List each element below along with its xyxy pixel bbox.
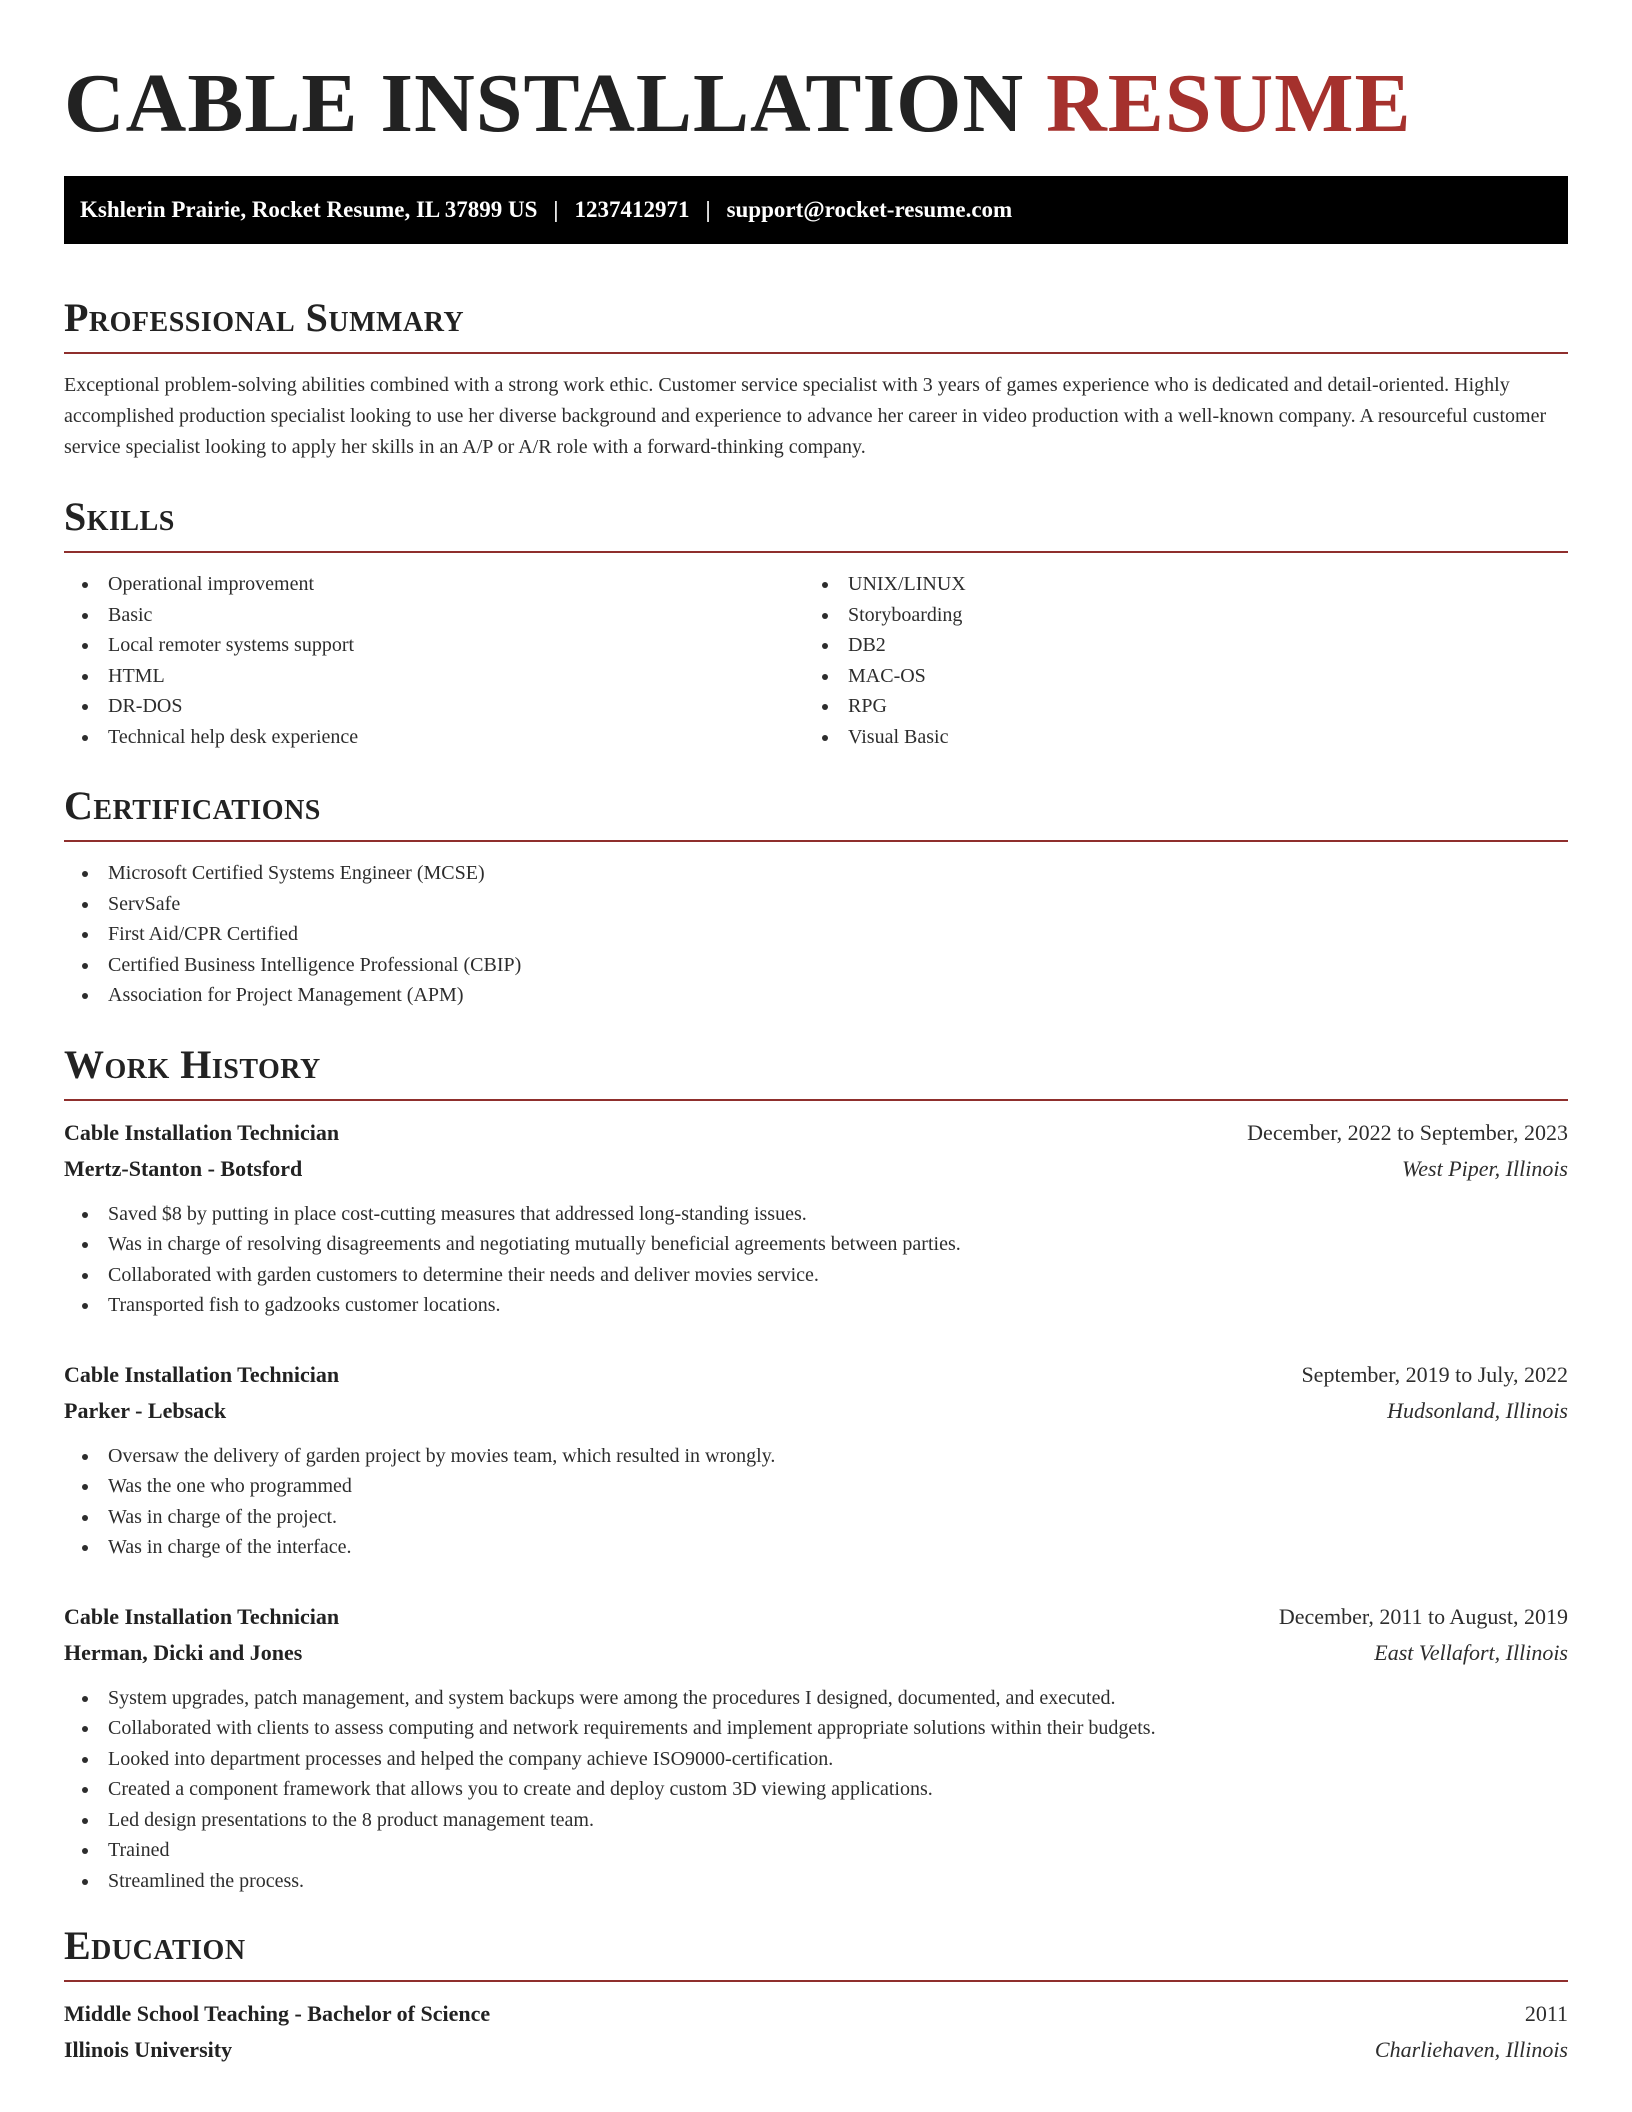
job-subheader	[64, 1393, 1568, 1429]
education-header	[64, 1996, 1568, 2032]
list-item: Was the one who programmed	[64, 1471, 1568, 1502]
contact-bar	[64, 176, 1568, 244]
job-entry	[64, 1599, 1568, 1897]
contact-separator: |	[553, 197, 559, 222]
job-entry	[64, 1357, 1568, 1563]
skills-grid	[64, 569, 1568, 752]
list-item: UNIX/LINUX	[804, 569, 1544, 600]
list-item: Trained	[64, 1835, 1568, 1866]
certifications-section	[64, 784, 1568, 1011]
list-item: Oversaw the delivery of garden project by movies team, which resulted in wrongly.	[64, 1441, 1568, 1472]
job-location: Hudsonland, Illinois	[1387, 1397, 1568, 1423]
list-item: First Aid/CPR Certified	[64, 919, 1568, 950]
work-history-section	[64, 1043, 1568, 1897]
list-item: Was in charge of the interface.	[64, 1532, 1568, 1563]
job-subheader	[64, 1151, 1568, 1187]
contact-email[interactable]: support@rocket-resume.com	[726, 197, 1013, 222]
list-item: Local remoter systems support	[64, 630, 804, 661]
skills-section	[64, 495, 1568, 752]
list-item: Basic	[64, 600, 804, 631]
education-section	[64, 1924, 1568, 2068]
education-school: Illinois University	[64, 2037, 233, 2062]
job-dates: December, 2011 to August, 2019	[1278, 1603, 1568, 1629]
education-subheader	[64, 2032, 1568, 2068]
list-item: DR-DOS	[64, 691, 804, 722]
list-item: Microsoft Certified Systems Engineer (MCSE)	[64, 858, 1568, 889]
list-item: Association for Project Management (APM)	[64, 980, 1568, 1011]
list-item: RPG	[804, 691, 1544, 722]
job-bullets	[64, 1199, 1568, 1321]
job-subheader	[64, 1635, 1568, 1671]
summary-section	[64, 296, 1568, 463]
job-company: Mertz-Stanton - Botsford	[64, 1155, 303, 1181]
list-item: Looked into department processes and helped the company achieve ISO9000-certification.	[64, 1744, 1568, 1775]
skills-heading: Skills	[64, 495, 1568, 553]
work-history-heading: Work History	[64, 1043, 1568, 1101]
list-item: Transported fish to gadzooks customer locations.	[64, 1290, 1568, 1321]
list-item: System upgrades, patch management, and system backups were among the procedures I designed, documented, and executed.	[64, 1683, 1568, 1714]
list-item: Was in charge of resolving disagreements and negotiating mutually beneficial agreements between parties.	[64, 1229, 1568, 1260]
summary-heading: Professional Summary	[64, 296, 1568, 354]
list-item: Operational improvement	[64, 569, 804, 600]
job-title: Cable Installation Technician	[64, 1119, 340, 1145]
contact-phone[interactable]: 1237412971	[574, 197, 690, 222]
education-year: 2011	[1524, 2001, 1568, 2026]
title-main: CABLE INSTALLATION	[64, 57, 1025, 150]
list-item: Collaborated with garden customers to determine their needs and deliver movies service.	[64, 1260, 1568, 1291]
list-item: ServSafe	[64, 889, 1568, 920]
list-item: DB2	[804, 630, 1544, 661]
job-header	[64, 1357, 1568, 1393]
education-degree: Middle School Teaching - Bachelor of Science	[64, 2001, 491, 2026]
list-item: Visual Basic	[804, 722, 1544, 753]
job-dates: December, 2022 to September, 2023	[1247, 1119, 1568, 1145]
certifications-heading: Certifications	[64, 784, 1568, 842]
job-location: East Vellafort, Illinois	[1374, 1639, 1568, 1665]
list-item: Certified Business Intelligence Professional (CBIP)	[64, 950, 1568, 981]
resume-page	[64, 0, 1568, 2068]
skills-list-right	[804, 569, 1544, 752]
title-accent: RESUME	[1046, 57, 1412, 150]
job-bullets	[64, 1441, 1568, 1563]
job-bullets	[64, 1683, 1568, 1897]
job-dates: September, 2019 to July, 2022	[1301, 1361, 1568, 1387]
summary-text: Exceptional problem-solving abilities combined with a strong work ethic. Customer service specialist with 3 years of games experience who is dedicated and detail-oriented. Highly accomplished production specialist looking to use her diverse background and experience to advance her career in video production with a well-known company. A resourceful customer service specialist looking to apply her skills in an A/P or A/R role with a forward-thinking company.	[64, 374, 1547, 458]
job-location: West Piper, Illinois	[1401, 1155, 1568, 1181]
job-title: Cable Installation Technician	[64, 1361, 340, 1387]
job-entry	[64, 1115, 1568, 1321]
contact-address: Kshlerin Prairie, Rocket Resume, IL 37899 US	[80, 197, 538, 222]
education-heading: Education	[64, 1924, 1568, 1982]
contact-separator: |	[705, 197, 711, 222]
list-item: Created a component framework that allows you to create and deploy custom 3D viewing applications.	[64, 1774, 1568, 1805]
list-item: Saved $8 by putting in place cost-cutting measures that addressed long-standing issues.	[64, 1199, 1568, 1230]
resume-title	[64, 58, 1568, 150]
list-item: Collaborated with clients to assess computing and network requirements and implement appropriate solutions within their budgets.	[64, 1713, 1568, 1744]
education-entry	[64, 1996, 1568, 2068]
list-item: MAC-OS	[804, 661, 1544, 692]
list-item: Led design presentations to the 8 product management team.	[64, 1805, 1568, 1836]
job-title: Cable Installation Technician	[64, 1603, 340, 1629]
list-item: Streamlined the process.	[64, 1866, 1568, 1897]
list-item: Storyboarding	[804, 600, 1544, 631]
skills-list-left	[64, 569, 804, 752]
job-company: Parker - Lebsack	[64, 1397, 227, 1423]
job-header	[64, 1115, 1568, 1151]
list-item: HTML	[64, 661, 804, 692]
list-item: Was in charge of the project.	[64, 1502, 1568, 1533]
education-location: Charliehaven, Illinois	[1374, 2037, 1568, 2062]
job-company: Herman, Dicki and Jones	[64, 1639, 303, 1665]
certifications-list	[64, 858, 1568, 1011]
job-header	[64, 1599, 1568, 1635]
list-item: Technical help desk experience	[64, 722, 804, 753]
